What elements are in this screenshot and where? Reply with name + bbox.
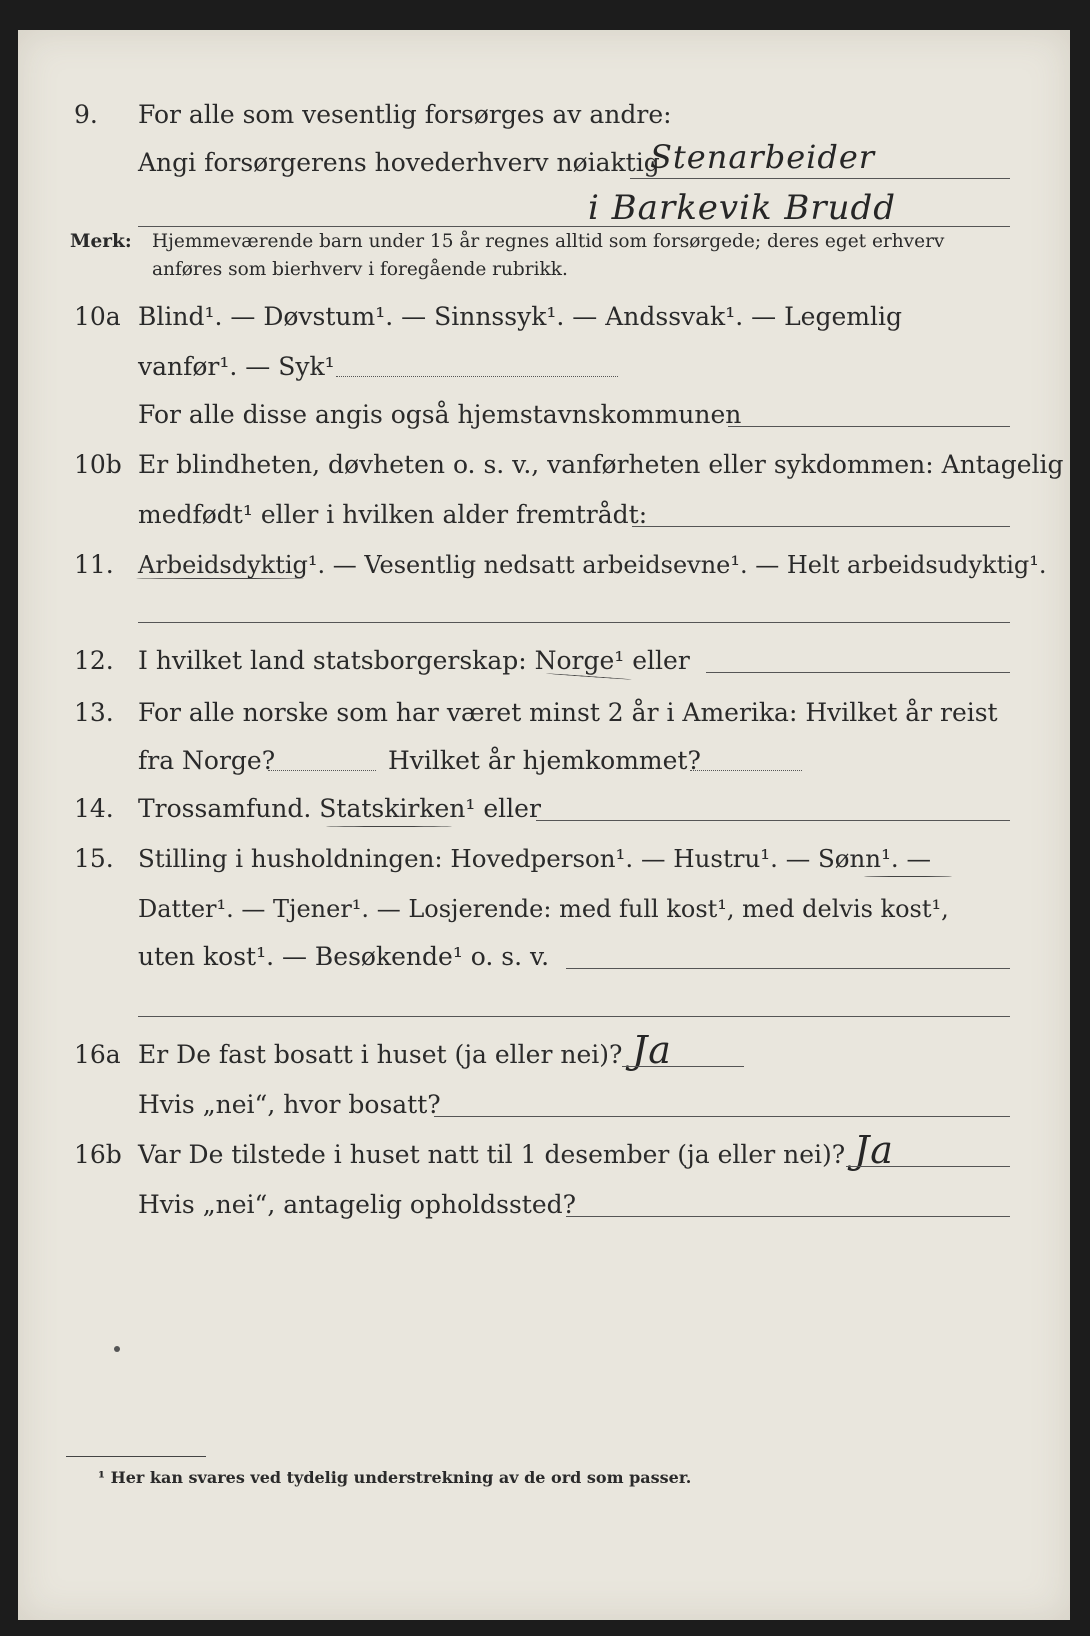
handwritten-answer-ja: Ja bbox=[854, 1128, 894, 1172]
question-text: Blind¹. — Døvstum¹. — Sinnssyk¹. — Andssvak¹. — Legemlig bbox=[138, 302, 902, 331]
question-number: 13. bbox=[74, 698, 114, 727]
question-number: 10b bbox=[74, 450, 122, 479]
question-text: Hvilket år hjemkommet? bbox=[388, 746, 701, 775]
handwritten-underline bbox=[326, 826, 452, 827]
answer-line bbox=[536, 820, 1010, 821]
question-text: medfødt¹ eller i hvilken alder fremtrådt: bbox=[138, 500, 648, 529]
question-number: 12. bbox=[74, 646, 114, 675]
answer-line bbox=[690, 770, 802, 771]
question-text: Arbeidsdyktig¹. — Vesentlig nedsatt arbeidsevne¹. — Helt arbeidsudyktig¹. bbox=[138, 551, 1047, 579]
question-text: fra Norge? bbox=[138, 746, 276, 775]
note-text: anføres som bierhverv i foregående rubrikk. bbox=[152, 259, 568, 280]
answer-line bbox=[630, 178, 1010, 179]
answer-line bbox=[622, 1066, 744, 1067]
answer-line bbox=[706, 672, 1010, 673]
answer-line bbox=[566, 1216, 1010, 1217]
answer-line bbox=[632, 526, 1010, 527]
question-number: 14. bbox=[74, 794, 114, 823]
handwritten-answer-occupation: Stenarbeider bbox=[650, 138, 876, 176]
question-text: Hvis „nei“, antagelig opholdssted? bbox=[138, 1190, 577, 1219]
answer-line bbox=[268, 770, 376, 771]
footnote-divider bbox=[66, 1456, 206, 1457]
question-text: I hvilket land statsborgerskap: Norge¹ eller bbox=[138, 646, 690, 675]
answer-line bbox=[336, 376, 618, 377]
question-text: Er De fast bosatt i huset (ja eller nei)? bbox=[138, 1040, 623, 1069]
question-text: Er blindheten, døvheten o. s. v., vanførheten eller sykdommen: Antagelig bbox=[138, 450, 1064, 479]
handwritten-answer-workplace: i Barkevik Brudd bbox=[588, 188, 897, 228]
question-number: 16b bbox=[74, 1140, 122, 1169]
note-label: Merk: bbox=[70, 231, 132, 252]
answer-line bbox=[846, 1166, 1010, 1167]
census-form-page bbox=[18, 30, 1070, 1620]
note-text: Hjemmeværende barn under 15 år regnes alltid som forsørgede; deres eget erhverv bbox=[152, 231, 945, 252]
question-number: 11. bbox=[74, 550, 114, 579]
question-text: Angi forsørgerens hovederhverv nøiaktig bbox=[138, 148, 660, 177]
question-text: For alle disse angis også hjemstavnskommunen bbox=[138, 400, 742, 429]
answer-line bbox=[138, 1016, 1010, 1017]
question-number: 10a bbox=[74, 302, 121, 331]
handwritten-underline bbox=[864, 876, 952, 877]
answer-line bbox=[138, 622, 1010, 623]
handwritten-answer-ja: Ja bbox=[632, 1028, 672, 1072]
question-text: Trossamfund. Statskirken¹ eller bbox=[138, 794, 541, 823]
question-text: Datter¹. — Tjener¹. — Losjerende: med full kost¹, med delvis kost¹, bbox=[138, 895, 949, 923]
question-number: 16a bbox=[74, 1040, 121, 1069]
answer-line bbox=[434, 1116, 1010, 1117]
question-number: 15. bbox=[74, 844, 114, 873]
handwritten-underline bbox=[136, 578, 304, 579]
ink-speck bbox=[114, 1346, 120, 1352]
answer-line bbox=[566, 968, 1010, 969]
question-text: Hvis „nei“, hvor bosatt? bbox=[138, 1090, 441, 1119]
question-text: For alle som vesentlig forsørges av andre: bbox=[138, 100, 672, 129]
question-text: Var De tilstede i huset natt til 1 desember (ja eller nei)? bbox=[138, 1140, 846, 1169]
footnote: ¹ Her kan svares ved tydelig understrekning av de ord som passer. bbox=[98, 1468, 692, 1487]
question-text: Stilling i husholdningen: Hovedperson¹. — Hustru¹. — Sønn¹. — bbox=[138, 844, 931, 873]
answer-line bbox=[138, 226, 1010, 227]
question-text: uten kost¹. — Besøkende¹ o. s. v. bbox=[138, 942, 550, 971]
question-text: For alle norske som har været minst 2 år i Amerika: Hvilket år reist bbox=[138, 698, 998, 727]
answer-line bbox=[728, 426, 1010, 427]
question-text: vanfør¹. — Syk¹ bbox=[138, 352, 335, 381]
question-number: 9. bbox=[74, 100, 98, 129]
